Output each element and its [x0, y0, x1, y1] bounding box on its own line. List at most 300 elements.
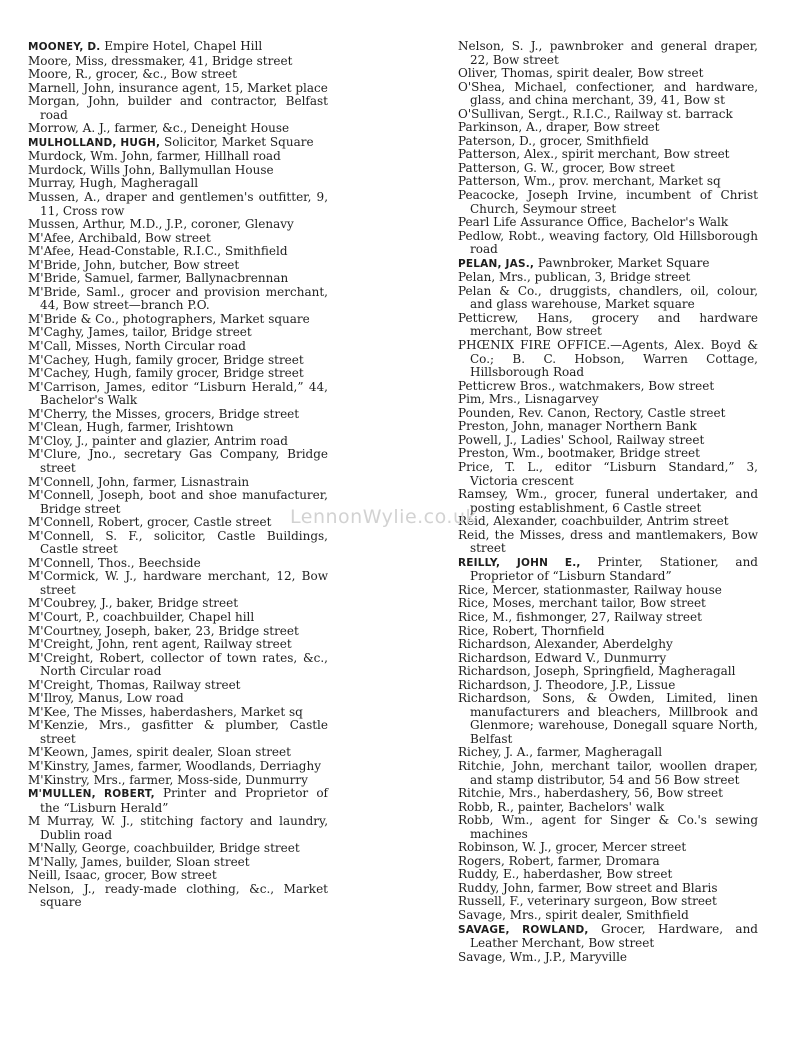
- entry-details: grocer, Castle street: [143, 515, 272, 530]
- directory-entry: [458, 257, 758, 272]
- entry-name: Patterson, Wm.,: [458, 174, 556, 189]
- directory-entry: [458, 787, 758, 801]
- entry-details: grocer, Bow street: [100, 868, 217, 883]
- directory-entry: [28, 286, 328, 313]
- directory-entry: [458, 393, 758, 407]
- directory-entry: [28, 815, 328, 842]
- entry-name: Rogers, Robert,: [458, 853, 554, 868]
- entry-details: editor “Lisburn Standard,” 3, Victoria crescent: [470, 459, 758, 488]
- directory-entry: [28, 259, 328, 273]
- entry-details: draper, Bow street: [542, 120, 660, 135]
- entry-details: secretary Gas Company, Bridge street: [40, 447, 328, 475]
- directory-entry: [28, 150, 328, 164]
- directory-entry: [28, 435, 328, 449]
- entry-name: Richey, J. A.,: [458, 745, 534, 760]
- entry-name: Peacocke, Joseph Irvine,: [458, 188, 618, 203]
- entry-name: M Murray, W. J.,: [28, 814, 134, 829]
- directory-entry: [458, 801, 758, 815]
- directory-entry: [458, 951, 758, 965]
- entry-details: Ballymullan House: [155, 162, 274, 177]
- directory-entry: [458, 407, 758, 421]
- entry-details: dress and mantlemakers, Bow street: [470, 527, 758, 556]
- directory-entry: [28, 68, 328, 82]
- directory-entry: [458, 230, 758, 257]
- directory-entry: [28, 40, 328, 55]
- entry-details: grocer, &c., Bow street: [91, 67, 237, 82]
- entry-name: M'Courtney, Joseph,: [28, 623, 151, 638]
- directory-entry: [28, 340, 328, 354]
- entry-details: coroner, Glenavy: [187, 217, 294, 232]
- entry-details: Ladies' School, Railway street: [517, 432, 705, 447]
- entry-name: Ruddy, John,: [458, 880, 535, 895]
- directory-entry: [28, 746, 328, 760]
- entry-name: Pelan & Co.,: [458, 283, 542, 298]
- directory-entry: [28, 530, 328, 557]
- entry-name: O'Shea, Michael,: [458, 79, 567, 94]
- directory-entry: [28, 381, 328, 408]
- entry-details: Aberdelghy: [598, 637, 673, 652]
- entry-details: Smithfield: [221, 244, 288, 259]
- directory-entry: [458, 216, 758, 230]
- entry-name: Richardson, Joseph,: [458, 664, 580, 679]
- directory-entry: [458, 692, 758, 746]
- entry-name: M'Kee, The Misses,: [28, 704, 147, 719]
- directory-entry: [458, 923, 758, 951]
- entry-name: Richardson, Edward V.,: [458, 650, 600, 665]
- directory-entry: [28, 55, 328, 69]
- entry-details: Pawnbroker, Market Square: [534, 255, 710, 270]
- entry-name: Murray, Hugh,: [28, 176, 117, 191]
- directory-entry: [28, 82, 328, 96]
- entry-name: Pounden, Rev. Canon,: [458, 405, 591, 420]
- entry-details: prov. merchant, Market sq: [555, 174, 721, 189]
- entry-details: haberdashery, 56, Bow street: [540, 786, 723, 801]
- entry-name: Savage, Wm., J.P.,: [458, 949, 566, 964]
- directory-entry: [458, 584, 758, 598]
- directory-entry: [28, 856, 328, 870]
- entry-details: grocer, Smithfield: [535, 133, 649, 148]
- directory-entry: [458, 121, 758, 135]
- entry-details: farmer, Dromara: [553, 853, 660, 868]
- entry-details: Bow street: [141, 230, 211, 245]
- entry-details: baker, Bridge street: [112, 596, 239, 611]
- directory-entry: [458, 380, 758, 394]
- entry-details: grocers, Bridge street: [160, 406, 300, 421]
- entry-name: M'Connell, S. F.,: [28, 528, 143, 543]
- entry-name: Rice, Mercer,: [458, 582, 540, 597]
- entry-name: M'Kinstry, James,: [28, 758, 135, 773]
- directory-entry: [28, 638, 328, 652]
- left-column: [28, 40, 328, 910]
- directory-entry: [28, 692, 328, 706]
- directory-entry: [458, 285, 758, 312]
- entry-details: Springfield, Magheragall: [579, 664, 736, 679]
- entry-details: spirit dealer, Bow street: [552, 66, 704, 81]
- entry-name: Pedlow, Robt.,: [458, 228, 545, 243]
- entry-name: Patterson, G. W.,: [458, 160, 559, 175]
- entry-name: M'Bride, Samuel,: [28, 271, 134, 286]
- entry-details: stitching factory and laundry, Dublin road: [40, 814, 329, 842]
- entry-details: painter and glazier, Antrim road: [88, 433, 288, 448]
- entry-details: spirit dealer, Smithfield: [541, 908, 689, 922]
- entry-name: M'Cormick, W. J.,: [28, 569, 137, 584]
- directory-entry: [458, 434, 758, 448]
- directory-entry: [28, 625, 328, 639]
- directory-entry: [28, 570, 328, 597]
- directory-entry: [458, 488, 758, 515]
- entry-details: agent for Singer & Co.'s sewing machines: [470, 813, 758, 841]
- entry-details: coachbuilder, Bridge street: [129, 841, 300, 856]
- directory-entry: [28, 652, 328, 679]
- entry-name: M'Connell, Joseph,: [28, 488, 144, 503]
- directory-entry: [28, 177, 328, 191]
- entry-details: Maryville: [565, 949, 628, 964]
- entry-details: Empire Hotel, Chapel Hill: [100, 39, 263, 53]
- directory-entry: [458, 108, 758, 122]
- entry-name: M'Carrison, James,: [28, 379, 146, 394]
- entry-details: family grocer, Bridge street: [131, 352, 304, 367]
- entry-name: M'Kinstry, Mrs.,: [28, 772, 126, 787]
- entry-name: PELAN, JAS.,: [458, 257, 535, 270]
- entry-details: Rectory, Castle street: [590, 405, 726, 420]
- entry-details: builder and contractor, Belfast road: [40, 94, 328, 122]
- directory-entry: [28, 326, 328, 340]
- directory-entry: [458, 175, 758, 189]
- entry-details: draper and gentlemen's outfitter, 9, 11, Cross row: [40, 190, 329, 218]
- entry-name: Richardson, Alexander,: [458, 637, 599, 652]
- entry-details: farmer, Ballynacbrennan: [133, 271, 289, 286]
- entry-name: M'Cloy, J.,: [28, 433, 89, 448]
- entry-details: weaving factory, Old Hillsborough road: [470, 228, 758, 257]
- directory-entry: [458, 638, 758, 652]
- entry-details: Low road: [122, 691, 184, 706]
- entry-details: spirit merchant, Bow street: [557, 147, 730, 162]
- entry-name: REILLY, JOHN E.,: [458, 556, 581, 569]
- entry-name: M'Creight, Thomas,: [28, 677, 149, 692]
- directory-entry: [28, 869, 328, 883]
- entry-name: Russell, F.,: [458, 894, 524, 909]
- entry-details: photographers, Market square: [118, 311, 310, 326]
- entry-details: baker, 23, Bridge street: [150, 623, 299, 638]
- entry-name: Powell, J.,: [458, 432, 517, 447]
- entry-name: Mussen, A.,: [28, 190, 101, 205]
- entry-name: Ritchie, John,: [458, 758, 544, 773]
- entry-name: Richardson, J. Theodore, J.P.,: [458, 677, 633, 692]
- entry-details: rent agent, Railway street: [128, 637, 292, 652]
- entry-name: M'Connell, John,: [28, 474, 130, 489]
- directory-entry: [28, 611, 328, 625]
- entry-name: Nelson, S. J.,: [458, 39, 543, 53]
- entry-name: Morgan, John,: [28, 94, 120, 109]
- directory-entry: [458, 895, 758, 909]
- entry-name: MULHOLLAND, HUGH,: [28, 136, 161, 149]
- entry-details: painter, Bachelors' walk: [513, 799, 665, 814]
- entry-name: M'MULLEN, ROBERT,: [28, 788, 155, 801]
- entry-details: bootmaker, Bridge street: [543, 446, 700, 461]
- entry-details: fishmonger, 27, Railway street: [512, 609, 702, 624]
- entry-name: M'Kenzie, Mrs.,: [28, 718, 131, 733]
- directory-entry: [458, 461, 758, 488]
- entry-details: insurance agent, 15, Market place: [114, 80, 328, 95]
- entry-name: Reid, Alexander,: [458, 514, 558, 529]
- entry-name: Richardson, Sons, & Owden,: [458, 691, 655, 706]
- directory-entry: [458, 339, 758, 380]
- entry-name: M'Bride, John,: [28, 257, 116, 272]
- entry-name: Pelan, Mrs.,: [458, 270, 531, 285]
- entry-name: Petticrew, Hans,: [458, 310, 573, 325]
- directory-entry: [458, 597, 758, 611]
- entry-name: M'Call, Misses,: [28, 339, 121, 354]
- directory-entry: [28, 272, 328, 286]
- directory-entry: [28, 218, 328, 232]
- directory-entry: [458, 529, 758, 556]
- entry-name: M'Afee, Head-Constable, R.I.C.,: [28, 244, 222, 259]
- entry-details: merchant tailor, Bow street: [535, 596, 706, 611]
- entry-name: M'Bride & Co.,: [28, 311, 119, 326]
- entry-name: Robinson, W. J.,: [458, 840, 552, 855]
- entry-details: butcher, Bow street: [115, 257, 240, 272]
- entry-name: Paterson, D.,: [458, 133, 536, 148]
- directory-entry: [28, 489, 328, 516]
- entry-name: Savage, Mrs.,: [458, 908, 542, 922]
- entry-name: Morrow, A. J.,: [28, 121, 111, 136]
- directory-entry: [28, 706, 328, 720]
- directory-entry: [28, 774, 328, 788]
- entry-details: editor “Lisburn Herald,” 44, Bachelor's Walk: [40, 379, 328, 408]
- entry-name: Parkinson, A.,: [458, 120, 543, 135]
- directory-entry: [458, 67, 758, 81]
- entry-name: Price, T. L.,: [458, 459, 543, 474]
- directory-entry: [458, 611, 758, 625]
- entry-name: M'Cachey, Hugh,: [28, 366, 132, 381]
- entry-details: publican, 3, Bridge street: [530, 270, 691, 285]
- entry-details: spirit dealer, Sloan street: [132, 745, 291, 760]
- directory-entry: [458, 162, 758, 176]
- directory-entry: [28, 719, 328, 746]
- entry-details: confectioner, and hardware, glass, and china merchant, 39, 41, Bow st: [470, 79, 759, 108]
- entry-details: Limited, linen manufacturers and bleachers, Millbrook and Glenmore; warehouse, Donegall square North, Belfast: [470, 691, 758, 746]
- directory-entry: [458, 882, 758, 896]
- watermark-text: LennonWylie.co.uk: [290, 506, 477, 528]
- entry-details: farmer, Bow street and Blaris: [534, 880, 718, 895]
- entry-details: Grocer, Hardware, and Leather Merchant, Bow street: [470, 921, 758, 951]
- entry-details: incumbent of Christ Church, Seymour street: [470, 188, 758, 216]
- entry-name: M'Nally, George,: [28, 841, 130, 856]
- entry-name: Pim, Mrs.,: [458, 392, 521, 407]
- entry-details: gasfitter & plumber, Castle street: [40, 718, 328, 746]
- directory-entry: [28, 164, 328, 178]
- directory-entry: [28, 245, 328, 259]
- directory-entry: [28, 557, 328, 571]
- directory-entry: [28, 367, 328, 381]
- directory-entry: [458, 625, 758, 639]
- directory-entry: [458, 420, 758, 434]
- entry-name: Rice, M.,: [458, 609, 513, 624]
- entry-details: farmer, Moss-side, Dunmurry: [125, 772, 308, 787]
- entry-name: Rice, Robert,: [458, 623, 538, 638]
- entry-details: farmer, Magheragall: [533, 745, 663, 760]
- entry-details: Beechside: [134, 555, 201, 570]
- entry-name: Reid, the Misses,: [458, 527, 565, 542]
- entry-name: M'Coubrey, J.,: [28, 596, 113, 611]
- directory-entry: [28, 122, 328, 136]
- entry-name: M'Connell, Thos.,: [28, 555, 135, 570]
- directory-entry: [458, 556, 758, 584]
- directory-entry: [458, 312, 758, 339]
- entry-details: Railway street: [148, 677, 241, 692]
- directory-entry: [458, 652, 758, 666]
- entry-details: farmer, Woodlands, Derriaghy: [134, 758, 321, 773]
- entry-details: farmer, Irishtown: [123, 420, 234, 435]
- entry-name: Robb, Wm.,: [458, 813, 534, 828]
- entry-details: grocer, funeral undertaker, and posting establishment, 6 Castle street: [470, 487, 758, 515]
- entry-details: veterinary surgeon, Bow street: [523, 894, 717, 909]
- entry-name: Ruddy, E.,: [458, 867, 520, 882]
- directory-entry: [28, 191, 328, 218]
- entry-details: Printer and Proprietor of the “Lisburn Herald”: [40, 786, 328, 815]
- directory-entry: [458, 679, 758, 693]
- entry-name: Rice, Moses,: [458, 596, 536, 611]
- directory-entry: [458, 40, 758, 67]
- directory-entry: [28, 313, 328, 327]
- directory-entry: [458, 909, 758, 923]
- directory-entry: [458, 515, 758, 529]
- entry-name: M'Creight, John,: [28, 637, 129, 652]
- entry-name: Preston, Wm.,: [458, 446, 544, 461]
- directory-entry: [458, 746, 758, 760]
- directory-entry: [458, 447, 758, 461]
- directory-entry: [458, 271, 758, 285]
- entry-name: M'Bride, Saml.,: [28, 284, 125, 299]
- entry-details: boot and shoe manufacturer, Bridge street: [40, 488, 328, 516]
- entry-name: M'Caghy, James,: [28, 325, 129, 340]
- entry-name: Pearl Life Assurance Office,: [458, 215, 628, 230]
- entry-name: M'Creight, Robert,: [28, 650, 145, 665]
- directory-entry: [458, 148, 758, 162]
- entry-name: M'Connell, Robert,: [28, 515, 144, 530]
- directory-entry: [28, 516, 328, 530]
- directory-entry: [28, 679, 328, 693]
- entry-name: Moore, R.,: [28, 67, 92, 82]
- directory-entry: [28, 408, 328, 422]
- entry-details: grocery and hardware merchant, Bow street: [470, 310, 758, 339]
- entry-name: Neill, Isaac,: [28, 868, 101, 883]
- entry-details: Printer, Stationer, and Proprietor of “Lisburn Standard”: [470, 554, 758, 584]
- entry-details: farmer, Hillhall road: [152, 149, 281, 164]
- entry-name: M'Nally, James,: [28, 854, 123, 869]
- directory-entry: [458, 841, 758, 855]
- entry-details: dressmaker, 41, Bridge street: [107, 53, 293, 68]
- entry-details: watchmakers, Bow street: [555, 378, 715, 393]
- entry-details: grocer and provision merchant, 44, Bow street—branch P.O.: [40, 284, 328, 313]
- directory-entry: [28, 448, 328, 475]
- entry-details: —Agents, Alex. Boyd & Co.; B. C. Hobson, Warren Cottage, Hillsborough Road: [470, 338, 758, 380]
- directory-entry: [458, 135, 758, 149]
- entry-details: R.I.C., Railway st. barrack: [569, 106, 733, 121]
- directory-entry: [28, 787, 328, 815]
- entry-name: Moore, Miss,: [28, 53, 108, 68]
- entry-details: Lissue: [632, 677, 676, 692]
- entry-details: family grocer, Bridge street: [131, 366, 304, 381]
- directory-entry: [28, 476, 328, 490]
- directory-entry: [458, 665, 758, 679]
- entry-details: hardware merchant, 12, Bow street: [40, 569, 328, 597]
- entry-name: Marnell, John,: [28, 80, 115, 95]
- directory-entry: [28, 421, 328, 435]
- entry-details: grocer, Bow street: [558, 160, 675, 175]
- entry-name: Ritchie, Mrs.,: [458, 786, 541, 801]
- entry-name: Mussen, Arthur, M.D., J.P.,: [28, 217, 188, 232]
- entry-name: Robb, R.,: [458, 799, 514, 814]
- entry-details: stationmaster, Railway house: [539, 582, 722, 597]
- entry-details: manager Northern Bank: [543, 419, 697, 434]
- entry-details: haberdasher, Bow street: [519, 867, 673, 882]
- directory-entry: [458, 81, 758, 108]
- directory-entry: [28, 760, 328, 774]
- entry-details: Thornfield: [537, 623, 605, 638]
- entry-details: Bachelor's Walk: [627, 215, 729, 230]
- entry-details: solicitor, Castle Buildings, Castle street: [40, 528, 328, 557]
- entry-details: Solicitor, Market Square: [160, 134, 314, 149]
- entry-name: O'Sullivan, Sergt.,: [458, 106, 570, 121]
- entry-details: farmer, Lisnastrain: [129, 474, 250, 489]
- entry-details: farmer, &c., Deneight House: [110, 121, 290, 136]
- directory-entry: [458, 855, 758, 869]
- entry-name: M'Clure, Jno.,: [28, 447, 117, 462]
- directory-entry: [28, 136, 328, 151]
- entry-details: pawnbroker and general draper, 22, Bow street: [470, 39, 759, 67]
- entry-name: Oliver, Thomas,: [458, 66, 553, 81]
- entry-details: Dunmurry: [599, 650, 667, 665]
- entry-name: SAVAGE, ROWLAND,: [458, 923, 589, 936]
- entry-details: coachbuilder, Chapel hill: [99, 609, 255, 624]
- directory-entry: [28, 883, 328, 910]
- right-column: [458, 40, 758, 964]
- directory-entry: [458, 868, 758, 882]
- entry-name: M'Cherry, the Misses,: [28, 406, 161, 421]
- entry-name: Ramsey, Wm.,: [458, 487, 548, 502]
- entry-name: Preston, John,: [458, 419, 544, 434]
- entry-name: Murdock, Wills John,: [28, 162, 156, 177]
- directory-entry: [28, 354, 328, 368]
- entry-details: ready-made clothing, &c., Market square: [40, 881, 328, 910]
- directory-entry: [458, 814, 758, 841]
- entry-details: Magheragall: [116, 176, 199, 191]
- entry-details: druggists, chandlers, oil, colour, and glass warehouse, Market square: [470, 283, 759, 312]
- entry-name: MOONEY, D.: [28, 41, 101, 53]
- entry-name: M'Court, P.,: [28, 609, 100, 624]
- entry-name: M'Ilroy, Manus,: [28, 691, 123, 706]
- entry-details: builder, Sloan street: [122, 854, 250, 869]
- entry-details: Lisnagarvey: [520, 392, 599, 407]
- entry-name: Petticrew Bros.,: [458, 378, 556, 393]
- entry-name: M'Clean, Hugh,: [28, 420, 124, 435]
- entry-details: haberdashers, Market sq: [146, 704, 303, 719]
- entry-details: collector of town rates, &c., North Circular road: [40, 650, 328, 679]
- entry-details: grocer, Mercer street: [551, 840, 687, 855]
- entry-name: Patterson, Alex.,: [458, 147, 558, 162]
- directory-entry: [28, 597, 328, 611]
- entry-details: tailor, Bridge street: [128, 325, 252, 340]
- entry-details: North Circular road: [120, 339, 246, 354]
- entry-details: merchant tailor, woollen draper, and stamp distributor, 54 and 56 Bow street: [470, 758, 758, 787]
- entry-name: PHŒNIX FIRE OFFICE.: [458, 338, 611, 353]
- entry-name: M'Cachey, Hugh,: [28, 352, 132, 367]
- directory-entry: [458, 760, 758, 787]
- directory-entry: [28, 95, 328, 122]
- directory-entry: [28, 842, 328, 856]
- entry-name: M'Afee, Archibald,: [28, 230, 142, 245]
